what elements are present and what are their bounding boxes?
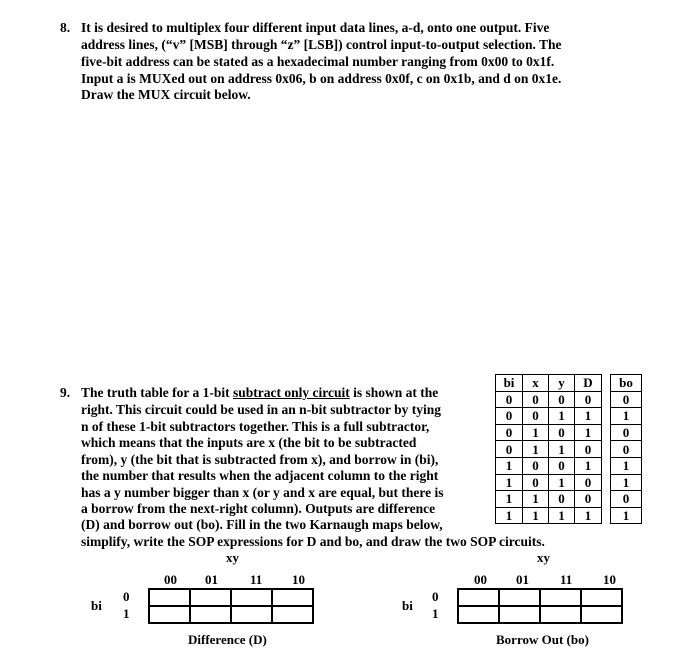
kmap-bo-row-0: 0 xyxy=(432,589,439,604)
q9-line-10: simplify, write the SOP expressions for D and bo, and draw the two SOP circuits. xyxy=(81,534,545,549)
kmap-d-cell[interactable] xyxy=(190,589,231,606)
q8-number: 8. xyxy=(60,20,71,35)
q9-line-2: right. This circuit could be used in an n-bit subtractor by tying xyxy=(81,402,442,417)
kmap-d-cell[interactable] xyxy=(231,589,272,606)
header-y: y xyxy=(549,375,575,392)
kmap-d-cell[interactable] xyxy=(149,589,190,606)
kmap-d-row-1: 1 xyxy=(123,606,130,621)
kmap-bo-col-10: 10 xyxy=(603,572,616,587)
q9-underlined-term: subtract only circuit xyxy=(233,385,350,400)
table-row: 1 0 0 1 1 xyxy=(496,457,642,474)
table-row: 0 1 0 1 0 xyxy=(496,424,642,441)
kmap-d-cell[interactable] xyxy=(190,606,231,623)
kmap-d-cell[interactable] xyxy=(272,606,313,623)
kmap-d-row-var: bi xyxy=(91,598,102,613)
kmap-d-caption: Difference (D) xyxy=(188,632,267,647)
table-row: 0 0 1 1 1 xyxy=(496,408,642,425)
truth-table-header xyxy=(496,375,642,392)
q9-number: 9. xyxy=(60,385,71,400)
kmap-bo-cell[interactable] xyxy=(499,606,540,623)
kmap-d-col-var: xy xyxy=(226,550,239,565)
kmap-bo-cell[interactable] xyxy=(581,606,622,623)
kmap-bo-cell[interactable] xyxy=(540,606,581,623)
kmap-bo-cell[interactable] xyxy=(540,589,581,606)
table-row: 1 1 1 1 1 xyxy=(496,507,642,524)
kmap-bo-col-00: 00 xyxy=(474,572,487,587)
kmap-d-row-0: 0 xyxy=(123,589,130,604)
q9-line-4: which means that the inputs are x (the bit to be subtracted xyxy=(81,435,417,450)
kmap-bo-cell[interactable] xyxy=(458,589,499,606)
kmap-d-col-11: 11 xyxy=(250,572,263,587)
q8-line-2: address lines, (“v” [MSB] through “z” [LSB]) control input-to-output selection. The xyxy=(81,37,562,52)
table-row: 1 0 1 0 1 xyxy=(496,474,642,491)
header-bi: bi xyxy=(496,375,523,392)
kmap-d-col-00: 00 xyxy=(164,572,177,587)
q9-line-3: n of these 1-bit subtractors together. This is a full subtractor, xyxy=(81,419,430,434)
kmap-bo-row-var: bi xyxy=(402,598,413,613)
q9-line-5: from), y (the bit that is subtracted from x), and borrow in (bi), xyxy=(81,452,439,467)
q8-line-1: It is desired to multiplex four different input data lines, a-d, onto one output. Five xyxy=(81,20,550,35)
kmap-bo-col-11: 11 xyxy=(560,572,573,587)
kmap-bo-row-1: 1 xyxy=(432,606,439,621)
kmap-bo-caption: Borrow Out (bo) xyxy=(496,632,589,647)
kmap-d-cell[interactable] xyxy=(272,589,313,606)
kmap-d-cell[interactable] xyxy=(231,606,272,623)
q9-line-9: (D) and borrow out (bo). Fill in the two Karnaugh maps below, xyxy=(81,517,443,532)
kmap-bo-cell[interactable] xyxy=(499,589,540,606)
header-x: x xyxy=(523,375,549,392)
q9-line-7: has a y number bigger than x (or y and x are equal, but there is xyxy=(81,485,444,500)
table-row: 0 1 1 0 0 xyxy=(496,441,642,458)
q9-line-1: The truth table for a 1-bit subtract only circuit is shown at the xyxy=(81,385,439,400)
q9-line-8: a borrow from the next-right column). Outputs are difference xyxy=(81,501,436,516)
kmap-d-col-01: 01 xyxy=(205,572,218,587)
header-d: D xyxy=(575,375,602,392)
q9-line-6: the number that results when the adjacent column to the right xyxy=(81,468,439,483)
kmap-bo-cell[interactable] xyxy=(581,589,622,606)
table-row: 0 0 0 0 0 xyxy=(496,391,642,408)
header-bo: bo xyxy=(611,375,642,392)
kmap-bo-cell[interactable] xyxy=(458,606,499,623)
kmap-d-col-10: 10 xyxy=(292,572,305,587)
kmap-bo-col-var: xy xyxy=(537,550,550,565)
truth-table xyxy=(495,374,642,524)
table-row: 1 1 0 0 0 xyxy=(496,491,642,508)
kmap-d-cell[interactable] xyxy=(149,606,190,623)
kmap-bo-col-01: 01 xyxy=(516,572,529,587)
q8-line-5: Draw the MUX circuit below. xyxy=(81,87,251,102)
q8-line-4: Input a is MUXed out on address 0x06, b on address 0x0f, c on 0x1b, and d on 0x1e. xyxy=(81,71,562,86)
kmap-borrow-out-grid[interactable] xyxy=(457,588,623,624)
kmap-difference-grid[interactable] xyxy=(148,588,314,624)
q8-line-3: five-bit address can be stated as a hexadecimal number ranging from 0x00 to 0x1f. xyxy=(81,54,555,69)
